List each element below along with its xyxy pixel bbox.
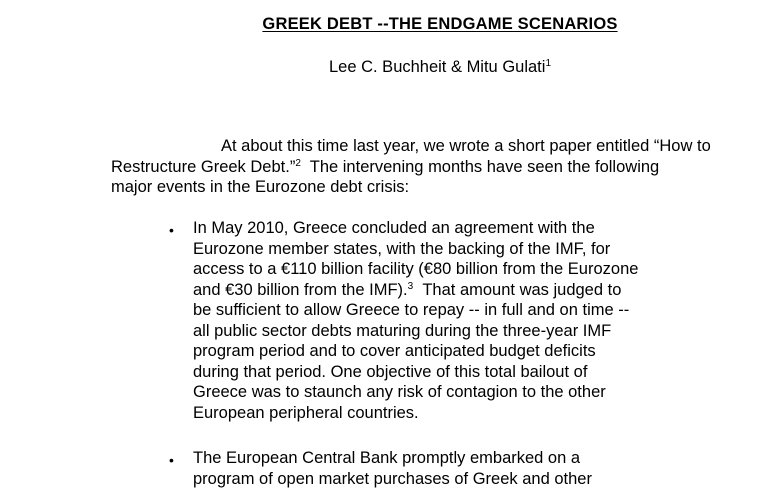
intro-line-3: major events in the Eurozone debt crisis:: [111, 178, 410, 196]
bullet-glyph: •: [169, 222, 174, 238]
author-names: Lee C. Buchheit & Mitu Gulati: [328, 58, 546, 76]
author-line: [0, 58, 771, 77]
bullet-1-line-1: In May 2010, Greece concluded an agreement with the: [193, 219, 595, 237]
bullet-1-line-3: access to a €110 billion facility (€80 billion from the Eurozone: [193, 260, 639, 278]
bullet-1-line-4: and €30 billion from the IMF).$^3$ That amount was judged to: [193, 280, 622, 299]
intro-line-2: Restructure Greek Debt.”$^2$ The intervening months have seen the following: [111, 157, 660, 176]
bullet-1-line-9: Greece was to staunch any risk of contagion to the other: [193, 383, 606, 401]
intro-line-1: At about this time last year, we wrote a short paper entitled “How to: [221, 137, 711, 155]
bullet-1-line-6: all public sector debts maturing during the three-year IMF: [193, 321, 612, 340]
footnote-ref-3[interactable]: 3: [407, 280, 414, 292]
bullet-2-line-1: The European Central Bank promptly embarked on a: [193, 449, 581, 467]
paper-title: [0, 15, 771, 34]
bullet-item-2: [193, 448, 713, 489]
paper-title-text: GREEK DEBT --THE ENDGAME SCENARIOS: [262, 15, 618, 33]
bullet-item-1: [193, 218, 713, 423]
bullet-1-line-2: Eurozone member states, with the backing of the IMF, for: [193, 239, 611, 258]
bullet-1-line-8: during that period. One objective of this total bailout of: [193, 362, 588, 381]
bullet-1-line-10: European peripheral countries.: [193, 403, 419, 422]
footnote-ref-2[interactable]: 2: [295, 157, 301, 169]
bullet-1-line-7: program period and to cover anticipated budget deficits: [193, 342, 596, 360]
footnote-ref-1[interactable]: 1: [545, 58, 551, 69]
bullet-1-line-5: be sufficient to allow Greece to repay -- in full and on time --: [193, 301, 630, 319]
bullet-glyph: •: [169, 452, 174, 468]
intro-paragraph: [111, 136, 771, 198]
bullet-2-line-2: program of open market purchases of Greek and other: [193, 469, 592, 488]
